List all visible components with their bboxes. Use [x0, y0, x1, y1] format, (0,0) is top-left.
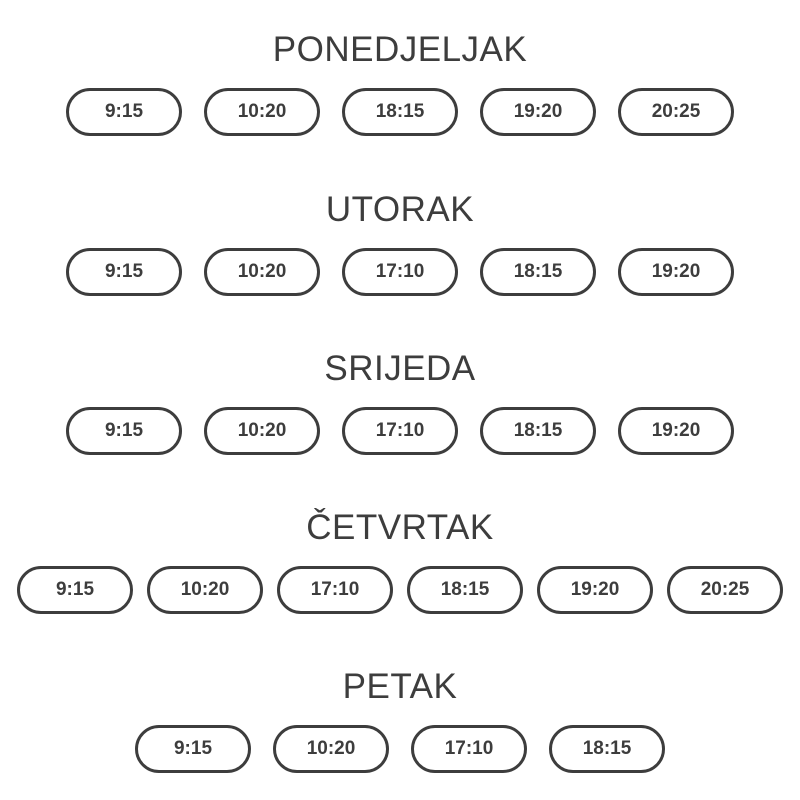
day-title: ČETVRTAK	[306, 508, 494, 547]
time-slot-button[interactable]: 20:25	[667, 566, 783, 614]
time-slot-button[interactable]: 19:20	[618, 407, 734, 455]
day-title: PETAK	[342, 667, 458, 706]
time-slot-button[interactable]: 9:15	[66, 407, 182, 455]
day-title: PONEDJELJAK	[272, 30, 528, 69]
time-slot-button[interactable]: 10:20	[204, 88, 320, 136]
time-slot-button[interactable]: 10:20	[204, 407, 320, 455]
time-slot-button[interactable]: 17:10	[342, 248, 458, 296]
time-slot-list	[0, 88, 800, 136]
time-slot-button[interactable]: 9:15	[66, 248, 182, 296]
time-slot-list	[0, 725, 800, 773]
time-slot-button[interactable]: 17:10	[277, 566, 393, 614]
time-slot-button[interactable]: 17:10	[411, 725, 527, 773]
time-slot-button[interactable]: 18:15	[342, 88, 458, 136]
time-slot-list	[0, 407, 800, 455]
time-slot-button[interactable]: 20:25	[618, 88, 734, 136]
time-slot-button[interactable]: 18:15	[480, 248, 596, 296]
time-slot-button[interactable]: 18:15	[480, 407, 596, 455]
time-slot-button[interactable]: 9:15	[66, 88, 182, 136]
time-slot-list	[0, 248, 800, 296]
time-slot-button[interactable]: 18:15	[549, 725, 665, 773]
time-slot-button[interactable]: 19:20	[618, 248, 734, 296]
time-slot-list	[0, 566, 800, 614]
time-slot-button[interactable]: 10:20	[204, 248, 320, 296]
time-slot-button[interactable]: 9:15	[17, 566, 133, 614]
time-slot-button[interactable]: 18:15	[407, 566, 523, 614]
time-slot-button[interactable]: 19:20	[480, 88, 596, 136]
day-title: UTORAK	[325, 190, 475, 229]
time-slot-button[interactable]: 9:15	[135, 725, 251, 773]
day-title: SRIJEDA	[324, 349, 476, 388]
time-slot-button[interactable]: 17:10	[342, 407, 458, 455]
time-slot-button[interactable]: 10:20	[273, 725, 389, 773]
time-slot-button[interactable]: 19:20	[537, 566, 653, 614]
time-slot-button[interactable]: 10:20	[147, 566, 263, 614]
